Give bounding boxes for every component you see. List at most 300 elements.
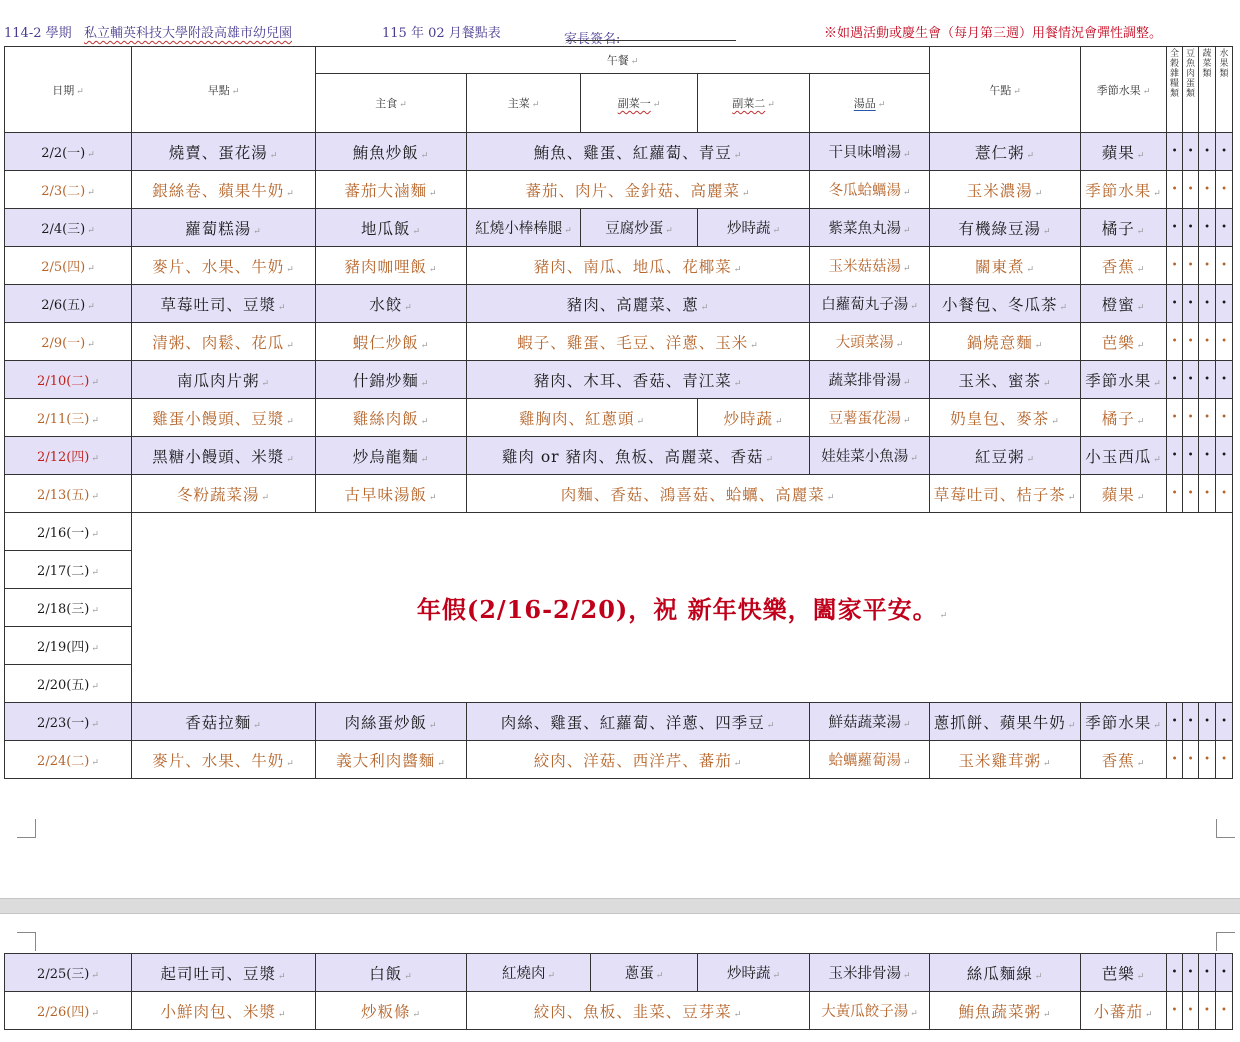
dishes-cell-text: 豬肉、木耳、香菇、青江菜 (533, 371, 732, 390)
breakfast-cell: 草莓吐司、豆漿 ↵ (132, 285, 316, 323)
food-group-check: • (1216, 437, 1233, 475)
breakfast-cell-text: 草莓吐司、豆漿 (160, 295, 276, 314)
fruit-cell: 橘子 ↵ (1081, 209, 1167, 247)
date-cell: 2/19(四) ↵ (5, 627, 132, 665)
food-group-check: • (1167, 361, 1183, 399)
side-dish-2-cell-text: 炒時蔬 (726, 966, 771, 982)
col-protein: 豆魚肉蛋類 (1183, 47, 1199, 133)
food-group-check: • (1167, 171, 1183, 209)
staple-cell-text: 古早味湯飯 (344, 485, 427, 504)
date-cell-text: 2/20(五) (37, 678, 90, 693)
date-cell-text: 2/3(二) (41, 184, 86, 199)
food-group-check: • (1183, 437, 1199, 475)
staple-cell: 肉絲蛋炒飯 ↵ (316, 703, 467, 741)
date-cell-text: 2/16(一) (37, 526, 90, 541)
food-group-check: • (1183, 399, 1199, 437)
dishes-cell-text: 蕃茄、肉片、金針菇、高麗菜 (525, 181, 740, 200)
dishes-cell-text: 豬肉、南瓜、地瓜、花椰菜 (533, 257, 732, 276)
dishes-cell: 雞肉 or 豬肉、魚板、高麗菜、香菇 ↵ (467, 437, 810, 475)
date-cell: 2/20(五) ↵ (5, 665, 132, 703)
dishes-cell: 絞肉、洋菇、西洋芹、蕃茄 ↵ (467, 741, 810, 779)
holiday-banner: 年假(2/16-2/20)，祝 新年快樂，闔家平安。 ↵ (132, 513, 1233, 703)
food-group-check: • (1183, 209, 1199, 247)
fruit-cell-text: 小蕃茄 (1093, 1002, 1143, 1021)
staple-cell: 炒粄條 ↵ (316, 992, 467, 1030)
date-cell-text: 2/24(二) (37, 754, 90, 769)
col-side1: 副菜一 ↵ (581, 74, 698, 133)
table-row (5, 437, 1233, 475)
side-dish-cell: 炒時蔬 ↵ (698, 399, 810, 437)
afternoon-snack-cell-text: 絲瓜麵線 (966, 964, 1033, 983)
food-group-check: • (1199, 475, 1216, 513)
school-name: 私立輔英科技大學附設高雄市幼兒園 (84, 26, 293, 41)
col-breakfast: 早點 ↵ (132, 47, 316, 133)
breakfast-cell: 蘿蔔糕湯 ↵ (132, 209, 316, 247)
soup-cell: 干貝味噌湯 ↵ (810, 133, 930, 171)
date-cell-text: 2/17(二) (37, 564, 90, 579)
semester-label: 114-2 學期 (4, 26, 72, 41)
food-group-check: • (1199, 133, 1216, 171)
breakfast-cell: 起司吐司、豆漿 ↵ (132, 954, 316, 992)
date-cell-text: 2/2(一) (41, 146, 86, 161)
afternoon-snack-cell-text: 紅豆粥 (975, 447, 1025, 466)
food-group-check: • (1167, 954, 1183, 992)
afternoon-snack-cell-text: 玉米、蜜茶 (958, 371, 1042, 390)
parent-signature-label: 家長簽名: (564, 32, 621, 47)
col-fruit: 季節水果 ↵ (1081, 47, 1167, 133)
breakfast-cell-text: 香菇拉麵 (185, 713, 252, 732)
food-group-check: • (1167, 741, 1183, 779)
fruit-cell: 香蕉 ↵ (1081, 247, 1167, 285)
side-dish-cell-text: 炒時蔬 (723, 409, 773, 428)
staple-cell-text: 什錦炒麵 (352, 371, 419, 390)
fruit-cell-text: 季節水果 (1085, 371, 1152, 390)
main-dish-cell: 雞胸肉、紅蔥頭 ↵ (467, 399, 698, 437)
col-fruits: 水果類 (1216, 47, 1233, 133)
food-group-check: • (1167, 323, 1183, 361)
col-afternoon: 午點 ↵ (930, 47, 1081, 133)
staple-cell-text: 義大利肉醬麵 (336, 751, 436, 770)
afternoon-snack-cell: 薏仁粥 ↵ (930, 133, 1081, 171)
staple-cell-text: 炒粄條 (360, 1002, 411, 1021)
food-group-check: • (1216, 954, 1233, 992)
dishes-cell-text: 豬肉、高麗菜、蔥 (566, 295, 699, 314)
fruit-cell: 季節水果 ↵ (1081, 171, 1167, 209)
dishes-cell-text: 雞肉 or 豬肉、魚板、高麗菜、香菇 (501, 447, 764, 466)
afternoon-snack-cell: 草莓吐司、桔子茶 ↵ (930, 475, 1081, 513)
afternoon-snack-cell-text: 鍋燒意麵 (966, 333, 1033, 352)
date-cell: 2/5(四) ↵ (5, 247, 132, 285)
dishes-cell: 豬肉、南瓜、地瓜、花椰菜 ↵ (467, 247, 810, 285)
soup-cell-text: 豆薯蛋花湯 (828, 411, 901, 427)
page-corner-mark (17, 932, 36, 951)
soup-cell-text: 白蘿蔔丸子湯 (821, 297, 909, 313)
table-row (5, 475, 1233, 513)
soup-cell: 蔬菜排骨湯 ↵ (810, 361, 930, 399)
breakfast-cell: 麥片、水果、牛奶 ↵ (132, 247, 316, 285)
date-cell-text: 2/26(四) (37, 1005, 90, 1020)
food-group-check: • (1167, 703, 1183, 741)
soup-cell-text: 紫菜魚丸湯 (828, 221, 901, 237)
page-header (4, 16, 1236, 46)
food-group-check: • (1199, 285, 1216, 323)
date-cell: 2/9(一) ↵ (5, 323, 132, 361)
food-group-check: • (1167, 209, 1183, 247)
afternoon-snack-cell: 蔥抓餅、蘋果牛奶 ↵ (930, 703, 1081, 741)
staple-cell-text: 蕃茄大滷麵 (344, 181, 427, 200)
fruit-cell: 小玉西瓜 ↵ (1081, 437, 1167, 475)
food-group-check: • (1216, 209, 1233, 247)
breakfast-cell-text: 燒賣、蛋花湯 (168, 143, 268, 162)
food-group-check: • (1167, 437, 1183, 475)
food-group-check: • (1167, 992, 1183, 1030)
food-group-check: • (1183, 361, 1199, 399)
side-dish-2-cell: 炒時蔬 ↵ (698, 954, 810, 992)
breakfast-cell: 雞蛋小饅頭、豆漿 ↵ (132, 399, 316, 437)
breakfast-cell: 小鮮肉包、米漿 ↵ (132, 992, 316, 1030)
soup-cell-text: 娃娃菜小魚湯 (821, 449, 909, 465)
date-cell-text: 2/5(四) (41, 260, 86, 275)
menu-month-title: 115 年 02 月餐點表 (382, 26, 501, 41)
food-group-check: • (1216, 285, 1233, 323)
date-cell: 2/13(五) ↵ (5, 475, 132, 513)
date-cell: 2/4(三) ↵ (5, 209, 132, 247)
col-side2: 副菜二 ↵ (698, 74, 810, 133)
date-cell: 2/24(二) ↵ (5, 741, 132, 779)
fruit-cell-text: 季節水果 (1085, 181, 1152, 200)
breakfast-cell: 冬粉蔬菜湯 ↵ (132, 475, 316, 513)
food-group-check: • (1183, 992, 1199, 1030)
staple-cell-text: 肉絲蛋炒飯 (344, 713, 427, 732)
staple-cell-text: 蝦仁炒飯 (352, 333, 419, 352)
dishes-cell: 蝦子、雞蛋、毛豆、洋蔥、玉米 ↵ (467, 323, 810, 361)
fruit-cell-text: 芭樂 (1101, 333, 1135, 352)
staple-cell: 什錦炒麵 ↵ (316, 361, 467, 399)
col-vegetables: 蔬菜類 (1199, 47, 1216, 133)
afternoon-snack-cell-text: 玉米濃湯 (966, 181, 1033, 200)
date-cell: 2/6(五) ↵ (5, 285, 132, 323)
fruit-cell: 蘋果 ↵ (1081, 475, 1167, 513)
fruit-cell: 芭樂 ↵ (1081, 323, 1167, 361)
food-group-check: • (1216, 741, 1233, 779)
afternoon-snack-cell: 小餐包、冬瓜茶 ↵ (930, 285, 1081, 323)
main-dish-cell: 紅燒小棒棒腿 ↵ (467, 209, 581, 247)
page-corner-mark (17, 819, 36, 838)
date-cell-text: 2/11(三) (37, 412, 90, 427)
fruit-cell: 香蕉 ↵ (1081, 741, 1167, 779)
main-dish-cell-text: 雞胸肉、紅蔥頭 (518, 409, 635, 428)
side-dish-2-cell: 炒時蔬 ↵ (698, 209, 810, 247)
food-group-check: • (1183, 171, 1199, 209)
soup-cell: 白蘿蔔丸子湯 ↵ (810, 285, 930, 323)
date-cell: 2/23(一) ↵ (5, 703, 132, 741)
staple-cell: 水餃 ↵ (316, 285, 467, 323)
afternoon-snack-cell: 鮪魚蔬菜粥 ↵ (930, 992, 1081, 1030)
table-row (5, 741, 1233, 779)
main-dish-cell: 紅燒肉 ↵ (467, 954, 591, 992)
side-dish-1-cell-text: 蔥蛋 (624, 966, 654, 982)
signature-line (566, 28, 736, 41)
date-cell: 2/17(二) ↵ (5, 551, 132, 589)
afternoon-snack-cell: 紅豆粥 ↵ (930, 437, 1081, 475)
table-row (5, 703, 1233, 741)
breakfast-cell-text: 蘿蔔糕湯 (185, 219, 252, 238)
food-group-check: • (1216, 171, 1233, 209)
page-corner-mark (1216, 819, 1235, 838)
afternoon-snack-cell-text: 鮪魚蔬菜粥 (958, 1002, 1041, 1021)
page-break (0, 898, 1240, 914)
table-row (5, 954, 1233, 992)
date-cell-text: 2/25(三) (37, 967, 90, 982)
food-group-check: • (1183, 133, 1199, 171)
staple-cell-text: 豬肉咖哩飯 (344, 257, 427, 276)
main-dish-cell-text: 紅燒小棒棒腿 (475, 221, 563, 237)
afternoon-snack-cell: 有機綠豆湯 ↵ (930, 209, 1081, 247)
date-cell: 2/12(四) ↵ (5, 437, 132, 475)
col-date: 日期 ↵ (5, 47, 132, 133)
date-cell-text: 2/13(五) (37, 488, 90, 503)
breakfast-cell: 黑糖小饅頭、米漿 ↵ (132, 437, 316, 475)
food-group-check: • (1199, 171, 1216, 209)
date-cell: 2/25(三) ↵ (5, 954, 132, 992)
afternoon-snack-cell-text: 關東煮 (975, 257, 1025, 276)
food-group-check: • (1167, 247, 1183, 285)
table-row (5, 361, 1233, 399)
fruit-cell-text: 橘子 (1101, 409, 1135, 428)
side-dish-1-cell: 豆腐炒蛋 ↵ (581, 209, 698, 247)
afternoon-snack-cell: 玉米濃湯 ↵ (930, 171, 1081, 209)
staple-cell: 豬肉咖哩飯 ↵ (316, 247, 467, 285)
breakfast-cell-text: 清粥、肉鬆、花瓜 (152, 333, 285, 352)
soup-cell-text: 大黃瓜餃子湯 (821, 1004, 909, 1020)
side-dish-1-cell: 蔥蛋 ↵ (591, 954, 698, 992)
date-cell: 2/18(三) ↵ (5, 589, 132, 627)
afternoon-snack-cell-text: 有機綠豆湯 (958, 219, 1042, 238)
staple-cell-text: 水餃 (369, 295, 403, 314)
table-row (5, 323, 1233, 361)
staple-cell: 蕃茄大滷麵 ↵ (316, 171, 467, 209)
food-group-check: • (1167, 133, 1183, 171)
soup-cell: 娃娃菜小魚湯 ↵ (810, 437, 930, 475)
date-cell-text: 2/18(三) (37, 602, 90, 617)
date-cell: 2/11(三) ↵ (5, 399, 132, 437)
dishes-cell-text: 肉絲、雞蛋、紅蘿蔔、洋蔥、四季豆 (500, 713, 765, 732)
soup-cell: 玉米排骨湯 ↵ (810, 954, 930, 992)
main-dish-cell-text: 紅燒肉 (501, 966, 546, 982)
breakfast-cell-text: 冬粉蔬菜湯 (176, 485, 260, 504)
date-cell-text: 2/23(一) (37, 716, 90, 731)
breakfast-cell: 香菇拉麵 ↵ (132, 703, 316, 741)
staple-cell-text: 雞絲肉飯 (352, 409, 419, 428)
afternoon-snack-cell: 奶皇包、麥茶 ↵ (930, 399, 1081, 437)
breakfast-cell: 銀絲卷、蘋果牛奶 ↵ (132, 171, 316, 209)
breakfast-cell: 麥片、水果、牛奶 ↵ (132, 741, 316, 779)
afternoon-snack-cell: 關東煮 ↵ (930, 247, 1081, 285)
staple-cell: 蝦仁炒飯 ↵ (316, 323, 467, 361)
afternoon-snack-cell: 玉米、蜜茶 ↵ (930, 361, 1081, 399)
table-row (5, 285, 1233, 323)
afternoon-snack-cell-text: 玉米雞茸粥 (958, 751, 1042, 770)
dishes-cell-text: 絞肉、洋菇、西洋芹、蕃茄 (533, 751, 732, 770)
food-group-check: • (1216, 399, 1233, 437)
adjustment-note: ※如遇活動或慶生會（每月第三週）用餐情況會彈性調整。 (824, 26, 1163, 41)
fruit-cell: 蘋果 ↵ (1081, 133, 1167, 171)
fruit-cell: 季節水果 ↵ (1081, 361, 1167, 399)
date-cell-text: 2/10(二) (37, 374, 90, 389)
date-cell-text: 2/12(四) (37, 450, 90, 465)
food-group-check: • (1183, 741, 1199, 779)
food-group-check: • (1183, 285, 1199, 323)
soup-cell: 大黃瓜餃子湯 ↵ (810, 992, 930, 1030)
breakfast-cell: 燒賣、蛋花湯 ↵ (132, 133, 316, 171)
soup-cell-text: 蔬菜排骨湯 (828, 373, 901, 389)
food-group-check: • (1183, 954, 1199, 992)
afternoon-snack-cell: 絲瓜麵線 ↵ (930, 954, 1081, 992)
col-main-dish: 主菜 ↵ (467, 74, 581, 133)
food-group-check: • (1216, 992, 1233, 1030)
fruit-cell: 小蕃茄 ↵ (1081, 992, 1167, 1030)
breakfast-cell-text: 麥片、水果、牛奶 (152, 257, 285, 276)
date-cell: 2/3(二) ↵ (5, 171, 132, 209)
food-group-check: • (1199, 992, 1216, 1030)
food-group-check: • (1216, 361, 1233, 399)
dishes-cell-text: 鮪魚、雞蛋、紅蘿蔔、青豆 (533, 143, 732, 162)
food-group-check: • (1183, 703, 1199, 741)
fruit-cell-text: 橙蜜 (1101, 295, 1135, 314)
page-corner-mark (1216, 932, 1235, 951)
breakfast-cell-text: 黑糖小饅頭、米漿 (152, 447, 285, 466)
table-row (5, 171, 1233, 209)
table-row (5, 209, 1233, 247)
fruit-cell-text: 季節水果 (1085, 713, 1152, 732)
side-dish-1-cell-text: 豆腐炒蛋 (605, 221, 664, 237)
dishes-cell: 肉麵、香菇、鴻喜菇、蛤蠣、高麗菜 ↵ (467, 475, 930, 513)
col-soup: 湯品 ↵ (810, 74, 930, 133)
afternoon-snack-cell-text: 蔥抓餅、蘋果牛奶 (933, 713, 1066, 732)
afternoon-snack-cell-text: 小餐包、冬瓜茶 (942, 295, 1058, 314)
staple-cell-text: 白飯 (369, 964, 403, 983)
dishes-cell: 蕃茄、肉片、金針菇、高麗菜 ↵ (467, 171, 810, 209)
food-group-check: • (1199, 741, 1216, 779)
staple-cell: 炒烏龍麵 ↵ (316, 437, 467, 475)
soup-cell: 冬瓜蛤蠣湯 ↵ (810, 171, 930, 209)
fruit-cell-text: 橘子 (1101, 219, 1135, 238)
fruit-cell: 芭樂 ↵ (1081, 954, 1167, 992)
dishes-cell-text: 蝦子、雞蛋、毛豆、洋蔥、玉米 (517, 333, 749, 352)
food-group-check: • (1199, 437, 1216, 475)
soup-cell-text: 大頭菜湯 (835, 335, 894, 351)
fruit-cell-text: 芭樂 (1101, 964, 1135, 983)
holiday-message: 年假(2/16-2/20)，祝 新年快樂，闔家平安。 (416, 595, 938, 624)
col-lunch: 午餐 ↵ (316, 47, 930, 74)
staple-cell: 地瓜飯 ↵ (316, 209, 467, 247)
food-group-check: • (1183, 247, 1199, 285)
fruit-cell: 橘子 ↵ (1081, 399, 1167, 437)
soup-cell: 鮮菇蔬菜湯 ↵ (810, 703, 930, 741)
food-group-check: • (1216, 703, 1233, 741)
table-row (5, 247, 1233, 285)
breakfast-cell: 清粥、肉鬆、花瓜 ↵ (132, 323, 316, 361)
date-cell: 2/16(一) ↵ (5, 513, 132, 551)
soup-cell-text: 玉米排骨湯 (828, 966, 901, 982)
afternoon-snack-cell-text: 奶皇包、麥茶 (950, 409, 1050, 428)
soup-cell-text: 玉米菇菇湯 (828, 259, 901, 275)
staple-cell: 古早味湯飯 ↵ (316, 475, 467, 513)
dishes-cell-text: 絞肉、魚板、韭菜、豆芽菜 (533, 1002, 732, 1021)
date-cell-text: 2/6(五) (41, 298, 86, 313)
date-cell-text: 2/4(三) (41, 222, 86, 237)
date-cell-text: 2/9(一) (41, 336, 86, 351)
food-group-check: • (1199, 399, 1216, 437)
food-group-check: • (1167, 285, 1183, 323)
breakfast-cell-text: 起司吐司、豆漿 (160, 964, 276, 983)
food-group-check: • (1199, 209, 1216, 247)
breakfast-cell-text: 南瓜肉片粥 (176, 371, 260, 390)
breakfast-cell-text: 銀絲卷、蘋果牛奶 (152, 181, 285, 200)
dishes-cell: 豬肉、高麗菜、蔥 ↵ (467, 285, 810, 323)
food-group-check: • (1183, 323, 1199, 361)
staple-cell: 義大利肉醬麵 ↵ (316, 741, 467, 779)
staple-cell: 雞絲肉飯 ↵ (316, 399, 467, 437)
food-group-check: • (1167, 475, 1183, 513)
table-row (5, 133, 1233, 171)
afternoon-snack-cell-text: 薏仁粥 (975, 143, 1025, 162)
food-group-check: • (1199, 323, 1216, 361)
food-group-check: • (1183, 475, 1199, 513)
fruit-cell-text: 香蕉 (1101, 257, 1135, 276)
date-cell-text: 2/19(四) (37, 640, 90, 655)
afternoon-snack-cell: 玉米雞茸粥 ↵ (930, 741, 1081, 779)
dishes-cell: 鮪魚、雞蛋、紅蘿蔔、青豆 ↵ (467, 133, 810, 171)
soup-cell: 大頭菜湯 ↵ (810, 323, 930, 361)
fruit-cell: 季節水果 ↵ (1081, 703, 1167, 741)
side-dish-2-cell-text: 炒時蔬 (726, 221, 771, 237)
soup-cell-text: 冬瓜蛤蠣湯 (828, 183, 901, 199)
food-group-check: • (1199, 247, 1216, 285)
fruit-cell-text: 蘋果 (1101, 485, 1135, 504)
breakfast-cell-text: 小鮮肉包、米漿 (160, 1002, 276, 1021)
staple-cell-text: 地瓜飯 (360, 219, 411, 238)
breakfast-cell: 南瓜肉片粥 ↵ (132, 361, 316, 399)
fruit-cell-text: 小玉西瓜 (1085, 447, 1152, 466)
staple-cell-text: 炒烏龍麵 (352, 447, 419, 466)
afternoon-snack-cell-text: 草莓吐司、桔子茶 (933, 485, 1066, 504)
dishes-cell-text: 肉麵、香菇、鴻喜菇、蛤蠣、高麗菜 (560, 485, 825, 504)
food-group-check: • (1216, 247, 1233, 285)
breakfast-cell-text: 雞蛋小饅頭、豆漿 (152, 409, 285, 428)
staple-cell-text: 鮪魚炒飯 (352, 143, 419, 162)
food-group-check: • (1199, 703, 1216, 741)
food-group-check: • (1216, 323, 1233, 361)
holiday-row (5, 513, 1233, 551)
food-group-check: • (1199, 954, 1216, 992)
fruit-cell-text: 香蕉 (1101, 751, 1135, 770)
date-cell: 2/2(一) ↵ (5, 133, 132, 171)
food-group-check: • (1199, 361, 1216, 399)
table-row (5, 399, 1233, 437)
afternoon-snack-cell: 鍋燒意麵 ↵ (930, 323, 1081, 361)
date-cell: 2/10(二) ↵ (5, 361, 132, 399)
soup-cell: 豆薯蛋花湯 ↵ (810, 399, 930, 437)
soup-cell: 玉米菇菇湯 ↵ (810, 247, 930, 285)
breakfast-cell-text: 麥片、水果、牛奶 (152, 751, 285, 770)
date-cell: 2/26(四) ↵ (5, 992, 132, 1030)
food-group-check: • (1216, 133, 1233, 171)
table-row (5, 992, 1233, 1030)
menu-table (4, 46, 1233, 779)
fruit-cell-text: 蘋果 (1101, 143, 1135, 162)
soup-cell: 紫菜魚丸湯 ↵ (810, 209, 930, 247)
